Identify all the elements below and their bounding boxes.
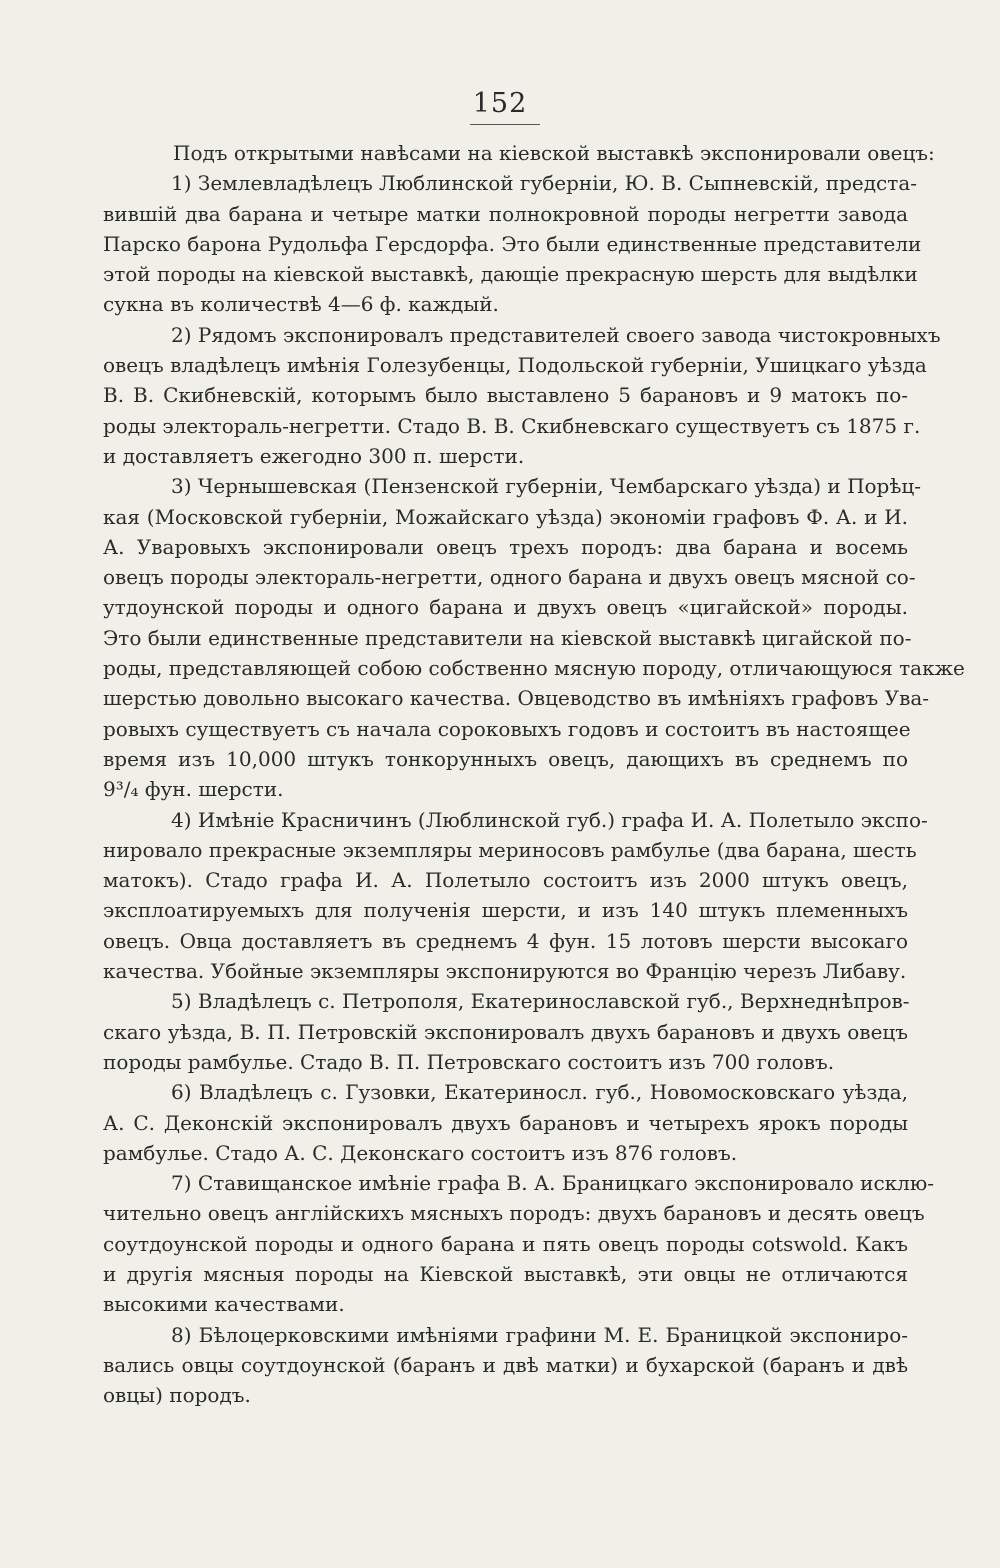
text-line: 7) Ставищанское имѣніе графа В. А. Браницкаго экспонировало исклю-	[171, 1171, 935, 1196]
text-line: овецъ. Овца доставляетъ въ среднемъ 4 фун. 15 лотовъ шерсти высокаго	[103, 928, 908, 953]
text-line: А. Уваровыхъ экспонировали овецъ трехъ породъ: два барана и восемь	[103, 534, 908, 559]
text-line: рамбулье. Стадо А. С. Деконскаго состоитъ изъ 876 головъ.	[103, 1140, 738, 1165]
text-line: 6) Владѣлецъ с. Гузовки, Екатериносл. губ., Новомосковскаго уѣзда,	[171, 1080, 908, 1105]
text-line: время изъ 10,000 штукъ тонкорунныхъ овецъ, дающихъ въ среднемъ по	[103, 746, 908, 771]
text-line: 8) Бѣлоцерковскими имѣніями графини М. Е. Браницкой экспониро-	[171, 1322, 908, 1347]
text-line: этой породы на кіевской выставкѣ, дающіе прекрасную шерсть для выдѣлки	[103, 262, 918, 287]
text-line: и другія мясныя породы на Кіевской выставкѣ, эти овцы не отличаются	[103, 1261, 908, 1286]
text-line: нировало прекрасные экземпляры мериносовъ рамбулье (два барана, шесть	[103, 837, 917, 862]
text-line: сукна въ количествѣ 4—6 ф. каждый.	[103, 292, 499, 317]
text-line: роды электораль-негретти. Стадо В. В. Скибневскаго существуетъ съ 1875 г.	[103, 413, 921, 438]
text-line: 4) Имѣніе Красничинъ (Люблинской губ.) графа И. А. Полетыло экспо-	[171, 807, 928, 832]
text-line: 2) Рядомъ экспонировалъ представителей своего завода чистокровныхъ	[171, 322, 941, 347]
page-number: 152	[472, 88, 528, 119]
text-line: эксплоатируемыхъ для полученія шерсти, и изъ 140 штукъ племенныхъ	[103, 898, 908, 923]
text-line: овецъ владѣлецъ имѣнія Голезубенцы, Подольской губерніи, Ушицкаго уѣзда	[103, 353, 927, 378]
text-line: соутдоунской породы и одного барана и пять овецъ породы cotswold. Какъ	[103, 1231, 908, 1256]
text-line: В. В. Скибневскій, которымъ было выставлено 5 барановъ и 9 матокъ по-	[103, 383, 908, 408]
text-line: Подъ открытыми навѣсами на кіевской выставкѣ экспонировали овецъ:	[173, 141, 935, 165]
text-line: роды, представляющей собою собственно мясную породу, отличающуюся также	[103, 656, 965, 681]
text-line: породы рамбулье. Стадо В. П. Петровскаго состоитъ изъ 700 головъ.	[103, 1049, 835, 1074]
text-line: высокими качествами.	[103, 1292, 345, 1317]
text-line: качества. Убойные экземпляры экспонируются во Францію черезъ Либаву.	[103, 959, 907, 984]
text-line: 3) Чернышевская (Пензенской губерніи, Чембарскаго уѣзда) и Порѣц-	[171, 474, 922, 499]
text-line: 1) Землевладѣлецъ Люблинской губерніи, Ю. В. Сыпневскій, предста-	[171, 171, 918, 196]
text-line: вались овцы соутдоунской (баранъ и двѣ матки) и бухарской (баранъ и двѣ	[103, 1352, 908, 1377]
text-line: овцы) породъ.	[103, 1383, 251, 1408]
text-line: кая (Московской губерніи, Можайскаго уѣзда) экономіи графовъ Ф. А. и И.	[103, 504, 908, 529]
text-line: чительно овецъ англійскихъ мясныхъ породъ: двухъ барановъ и десять овецъ	[103, 1201, 925, 1226]
text-line: Это были единственные представители на кіевской выставкѣ цигайской по-	[103, 625, 912, 650]
text-line: шерстью довольно высокаго качества. Овцеводство въ имѣніяхъ графовъ Ува-	[103, 686, 930, 711]
text-line: 5) Владѣлецъ с. Петрополя, Екатеринославской губ., Верхнеднѣпров-	[171, 989, 910, 1014]
page-number-rule	[470, 124, 540, 125]
text-line: 9³/₄ фун. шерсти.	[103, 777, 284, 802]
body-text	[103, 138, 965, 1410]
text-line: матокъ). Стадо графа И. А. Полетыло состоитъ изъ 2000 штукъ овецъ,	[103, 868, 908, 893]
text-line: Парско барона Рудольфа Герсдорфа. Это были единственные представители	[103, 231, 922, 256]
text-line: вившій два барана и четыре матки полнокровной породы негретти завода	[103, 201, 908, 226]
text-line: ровыхъ существуетъ съ начала сороковыхъ годовъ и состоитъ въ настоящее	[103, 716, 911, 741]
text-line: овецъ породы электораль-негретти, одного барана и двухъ овецъ мясной со-	[103, 565, 916, 590]
text-line: А. С. Деконскій экспонировалъ двухъ барановъ и четырехъ ярокъ породы	[103, 1110, 908, 1135]
text-line: скаго уѣзда, В. П. Петровскій экспонировалъ двухъ барановъ и двухъ овецъ	[103, 1019, 908, 1044]
text-line: утдоунской породы и одного барана и двухъ овецъ «цигайской» породы.	[103, 595, 908, 620]
text-line: и доставляетъ ежегодно 300 п. шерсти.	[103, 443, 525, 468]
